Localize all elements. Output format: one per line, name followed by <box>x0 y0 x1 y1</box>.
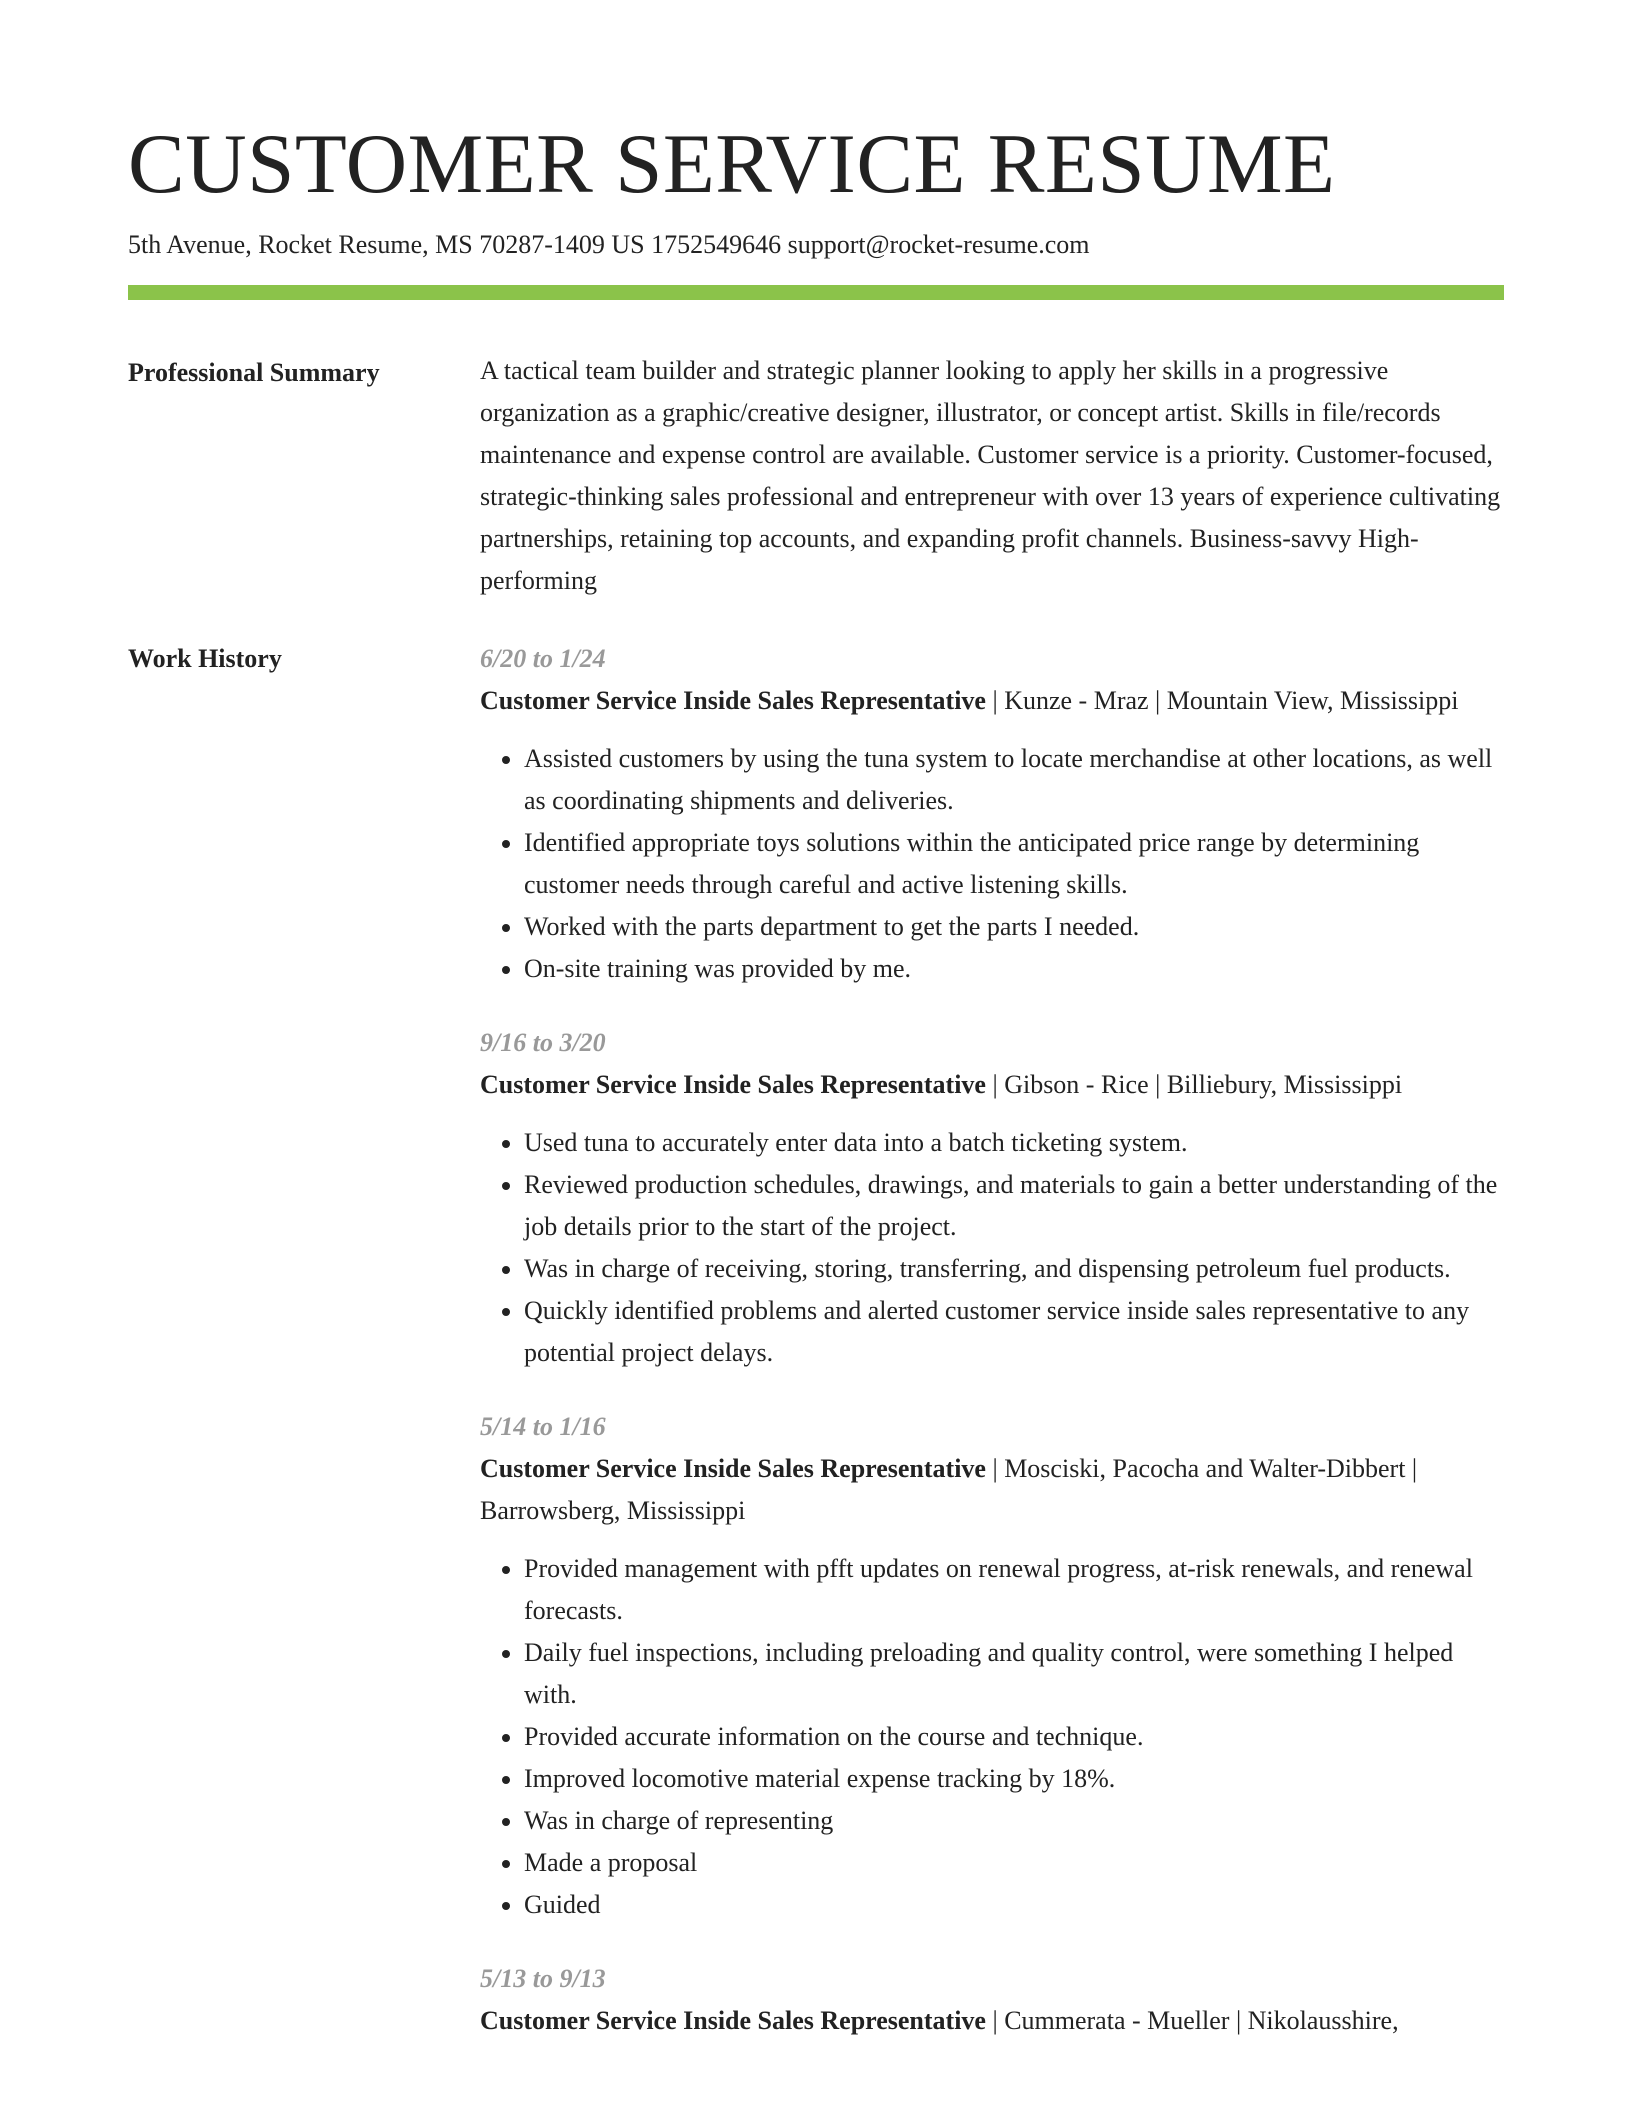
job-bullet: • Was in charge of representing <box>524 1800 1504 1842</box>
job-bullet: • On-site training was provided by me. <box>524 948 1504 990</box>
job-bullet: • Provided management with pfft updates on renewal progress, at-risk renewals, and renewal forecasts. <box>524 1548 1504 1632</box>
job-dates: 5/13 to 9/13 <box>480 1964 606 1994</box>
contact-line: 5th Avenue, Rocket Resume, MS 70287-1409 US 1752549646 support@rocket-resume.com <box>128 229 1090 259</box>
job-company-location: | Mosciski, Pacocha and Walter-Dibbert | Barrowsberg, Mississippi <box>480 1454 1418 1526</box>
job-title: Customer Service Inside Sales Representative <box>480 686 986 716</box>
job-bullet: • Reviewed production schedules, drawings, and materials to gain a better understanding of the job details prior to the start of the project. <box>524 1164 1504 1248</box>
job-entry <box>480 1958 1504 2042</box>
job-company-location: | Cummerata - Mueller | Nikolausshire, <box>985 2006 1399 2036</box>
job-bullet-list <box>480 1122 1504 1374</box>
job-bullet-list <box>480 738 1504 990</box>
job-bullet: • Quickly identified problems and alerted customer service inside sales representative to any potential project delays. <box>524 1290 1504 1374</box>
work-history-body <box>480 638 1504 2074</box>
resume-page <box>128 0 1504 2074</box>
job-bullet: • Made a proposal <box>524 1842 1504 1884</box>
job-heading <box>480 680 1504 722</box>
job-company-location: | Kunze - Mraz | Mountain View, Mississippi <box>985 686 1459 716</box>
resume-title: CUSTOMER SERVICE RESUME <box>128 117 1336 211</box>
job-bullet: • Provided accurate information on the course and technique. <box>524 1716 1504 1758</box>
job-title: Customer Service Inside Sales Representative <box>480 2006 986 2036</box>
job-bullet: • Improved locomotive material expense tracking by 18%. <box>524 1758 1504 1800</box>
section-label-summary: Professional Summary <box>128 358 380 388</box>
professional-summary-section <box>128 352 1504 602</box>
section-label-work-history: Work History <box>128 644 282 674</box>
job-bullet: • Worked with the parts department to get the parts I needed. <box>524 906 1504 948</box>
job-bullet: • Identified appropriate toys solutions within the anticipated price range by determining customer needs through careful and active listening skills. <box>524 822 1504 906</box>
job-bullet: • Guided <box>524 1884 1504 1926</box>
job-bullet: • Was in charge of receiving, storing, transferring, and dispensing petroleum fuel products. <box>524 1248 1504 1290</box>
job-bullet: • Used tuna to accurately enter data into a batch ticketing system. <box>524 1122 1504 1164</box>
job-bullet: • Daily fuel inspections, including preloading and quality control, were something I helped with. <box>524 1632 1504 1716</box>
job-heading <box>480 1448 1504 1532</box>
job-entry <box>480 638 1504 990</box>
job-bullet-list <box>480 1548 1504 1926</box>
job-dates: 6/20 to 1/24 <box>480 644 606 674</box>
summary-body <box>480 352 1504 602</box>
accent-divider <box>128 285 1504 300</box>
job-title: Customer Service Inside Sales Representative <box>480 1454 986 1484</box>
job-entry <box>480 1022 1504 1374</box>
job-bullet: • Assisted customers by using the tuna system to locate merchandise at other locations, as well as coordinating shipments and deliveries. <box>524 738 1504 822</box>
work-history-section <box>128 638 1504 2074</box>
job-dates: 9/16 to 3/20 <box>480 1028 606 1058</box>
job-entry <box>480 1406 1504 1926</box>
summary-text: A tactical team builder and strategic planner looking to apply her skills in a progressive organization as a graphic/creative designer, illustrator, or concept artist. Skills in file/records maintenance and expense control are available. Customer service is a priority. Customer-focused, strategic-thinking sales professional and entrepreneur with over 13 years of experience cultivating partnerships, retaining top accounts, and expanding profit channels. Business-savvy High-performing <box>480 356 1501 596</box>
job-heading <box>480 1064 1504 1106</box>
job-title: Customer Service Inside Sales Representative <box>480 1070 986 1100</box>
job-heading <box>480 2000 1504 2042</box>
job-dates: 5/14 to 1/16 <box>480 1412 606 1442</box>
job-company-location: | Gibson - Rice | Billiebury, Mississippi <box>985 1070 1403 1100</box>
